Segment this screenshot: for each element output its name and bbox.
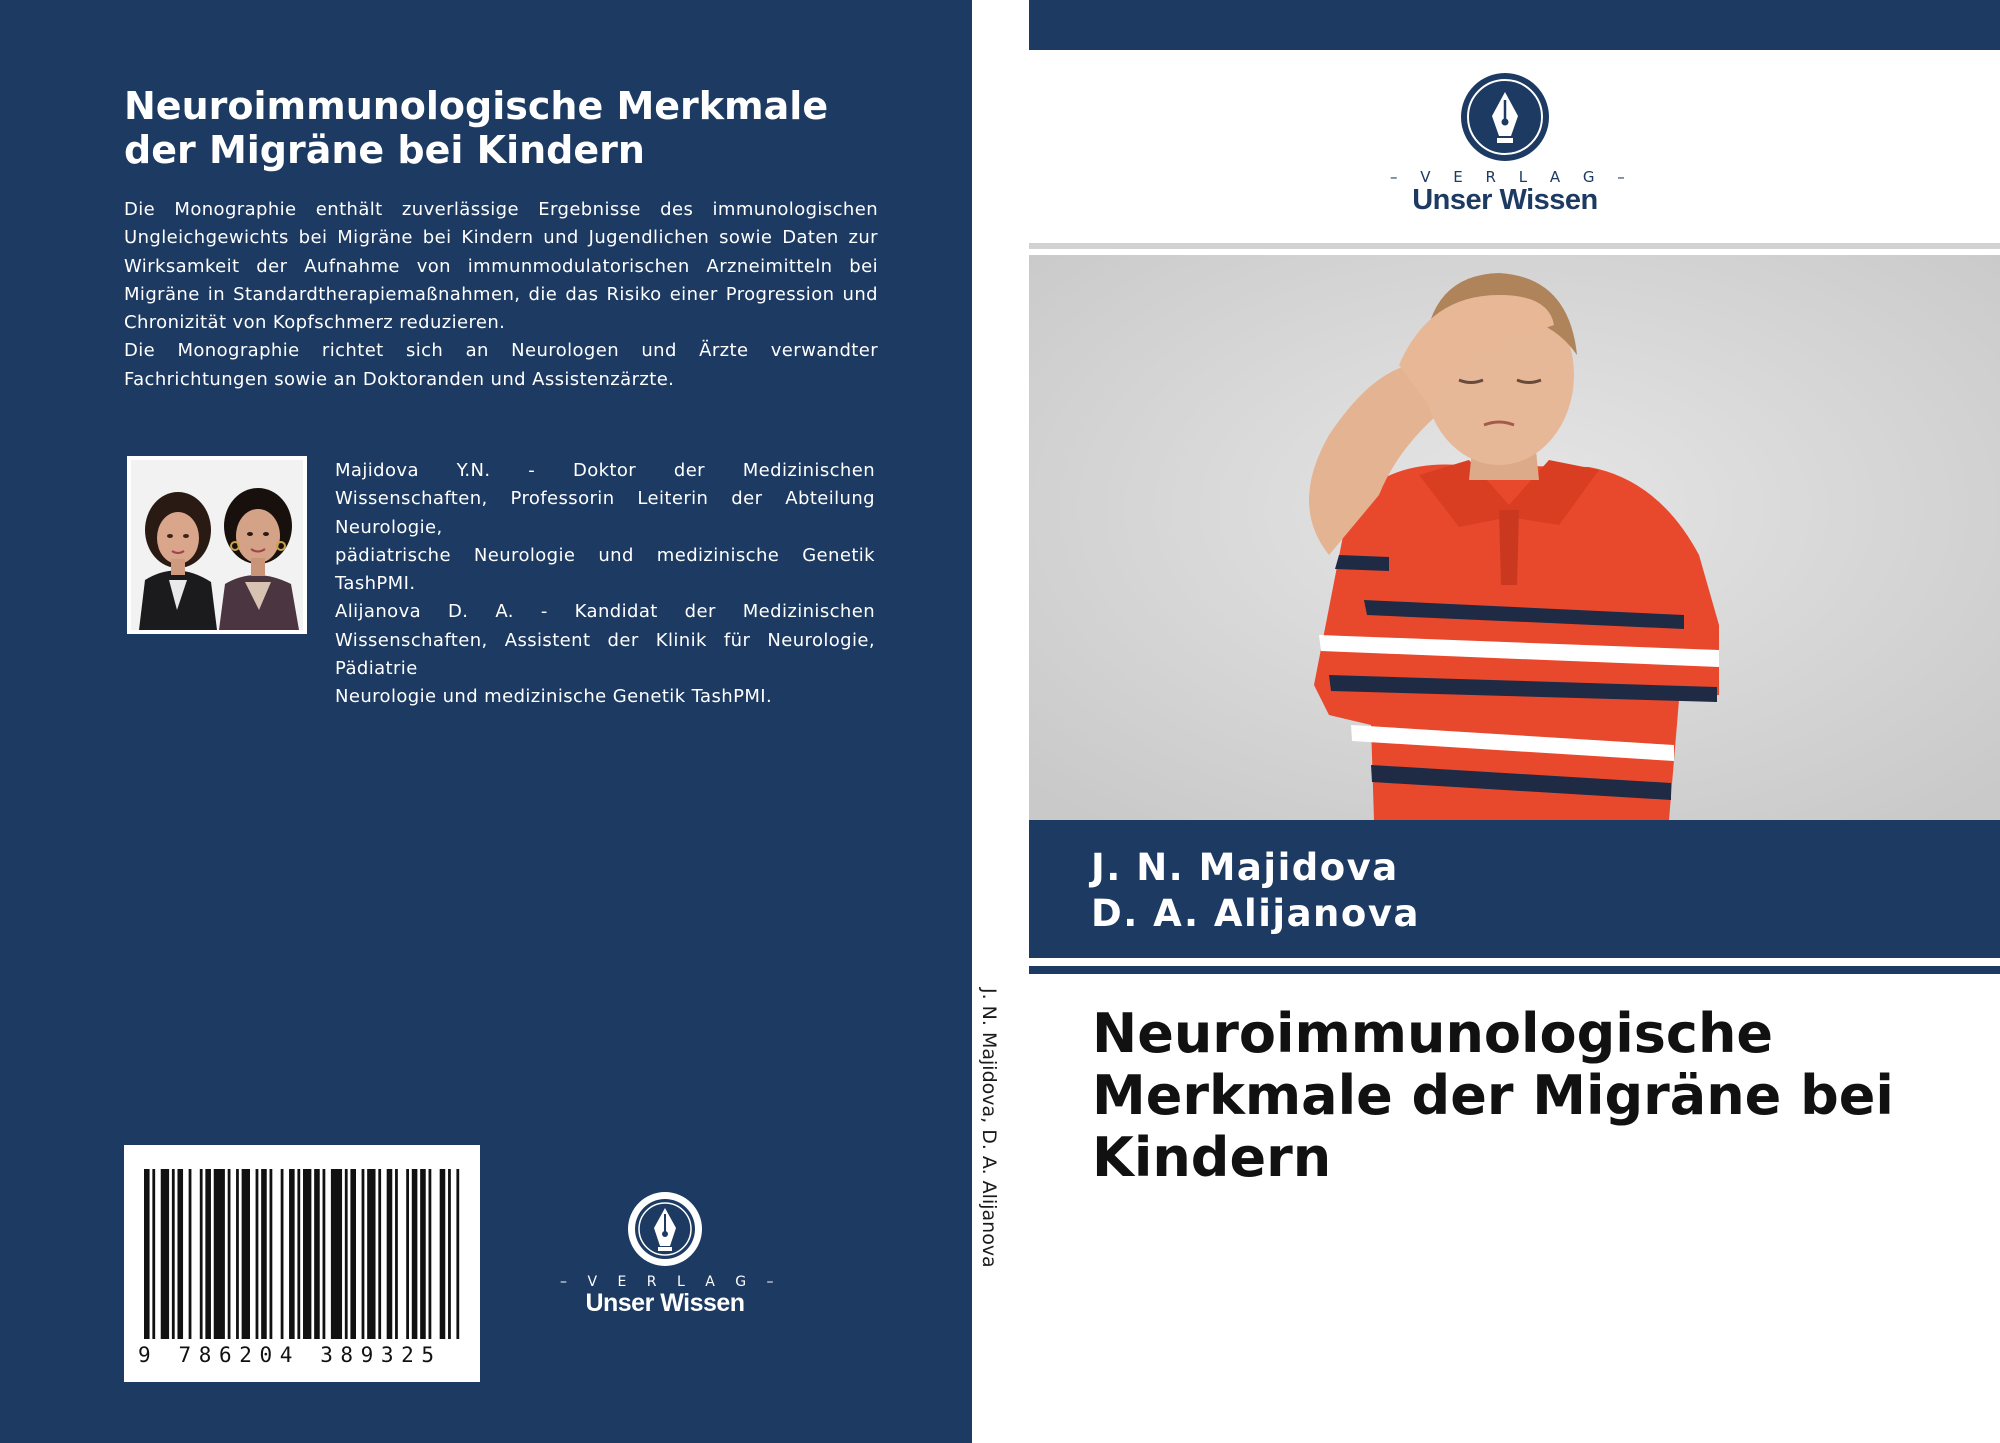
boy-headache-illustration bbox=[1029, 255, 2000, 820]
author-photo bbox=[127, 456, 307, 634]
front-publisher-logo bbox=[1390, 72, 1634, 222]
back-cover bbox=[0, 0, 972, 1443]
author-bio-line-2: pädiatrische Neurologie und medizinische Genetik TashPMI. bbox=[335, 544, 875, 595]
spine-authors: J. N. Majidova, D. A. Alijanova bbox=[978, 988, 1000, 1268]
front-top-bar bbox=[1029, 0, 2000, 50]
front-author-1: J. N. Majidova bbox=[1091, 846, 1399, 889]
book-spine bbox=[972, 0, 1029, 1443]
front-author-band bbox=[1029, 820, 2000, 958]
author-bio-line-4: Neurologie und medizinische Genetik TashPMI. bbox=[335, 686, 773, 708]
back-cover-title: Neuroimmunologische Merkmale der Migräne bei Kindern bbox=[124, 84, 829, 172]
back-logo-verlag-text: – V E R L A G – bbox=[560, 1274, 782, 1290]
fountain-pen-nib-icon bbox=[1460, 72, 1550, 162]
author-photo-image bbox=[131, 460, 303, 630]
isbn-barcode bbox=[124, 1145, 480, 1382]
blurb-paragraph-2: Die Monographie richtet sich an Neurologen und Ärzte verwandter Fachrichtungen sowie an Doktoranden und Assistenzärzte. bbox=[124, 340, 878, 390]
front-author-2: D. A. Alijanova bbox=[1091, 892, 1420, 935]
back-logo-brand-text: Unser Wissen bbox=[585, 1289, 745, 1317]
front-band-rule bbox=[1029, 966, 2000, 974]
back-publisher-logo bbox=[560, 1190, 782, 1330]
front-divider-rule bbox=[1029, 243, 2000, 249]
barcode-bars bbox=[144, 1169, 462, 1351]
blurb-paragraph-1: Die Monographie enthält zuverlässige Ergebnisse des immunologischen Ungleichgewichts bei Migräne bei Kindern und Jugendlichen sowie Daten zur Wirksamkeit der Aufnahme von immunmodulatorischen Arzneimitteln bei Migräne in Standardtherapiemaßnahmen, die das Risiko einer Progression und Chronizität von Kopfschmerz reduzieren. bbox=[124, 199, 878, 334]
author-bio-line-1: Majidova Y.N. - Doktor der Medizinischen Wissenschaften, Professorin Leiterin der Abteilung Neurologie, bbox=[335, 460, 875, 538]
front-logo-verlag-text: – V E R L A G – bbox=[1390, 168, 1634, 186]
front-logo-brand-text: Unser Wissen bbox=[1412, 184, 1598, 216]
isbn-digits: 9 786204 389325 bbox=[138, 1343, 442, 1367]
fountain-pen-nib-icon bbox=[626, 1190, 704, 1268]
back-cover-blurb bbox=[124, 196, 878, 394]
cover-photo bbox=[1029, 255, 2000, 820]
author-bio bbox=[335, 457, 875, 712]
author-bio-line-3: Alijanova D. A. - Kandidat der Medizinischen Wissenschaften, Assistent der Klinik für Neurologie, Pädiatrie bbox=[335, 601, 875, 680]
front-cover-title: Neuroimmunologische Merkmale der Migräne bei Kindern bbox=[1092, 1002, 1894, 1189]
